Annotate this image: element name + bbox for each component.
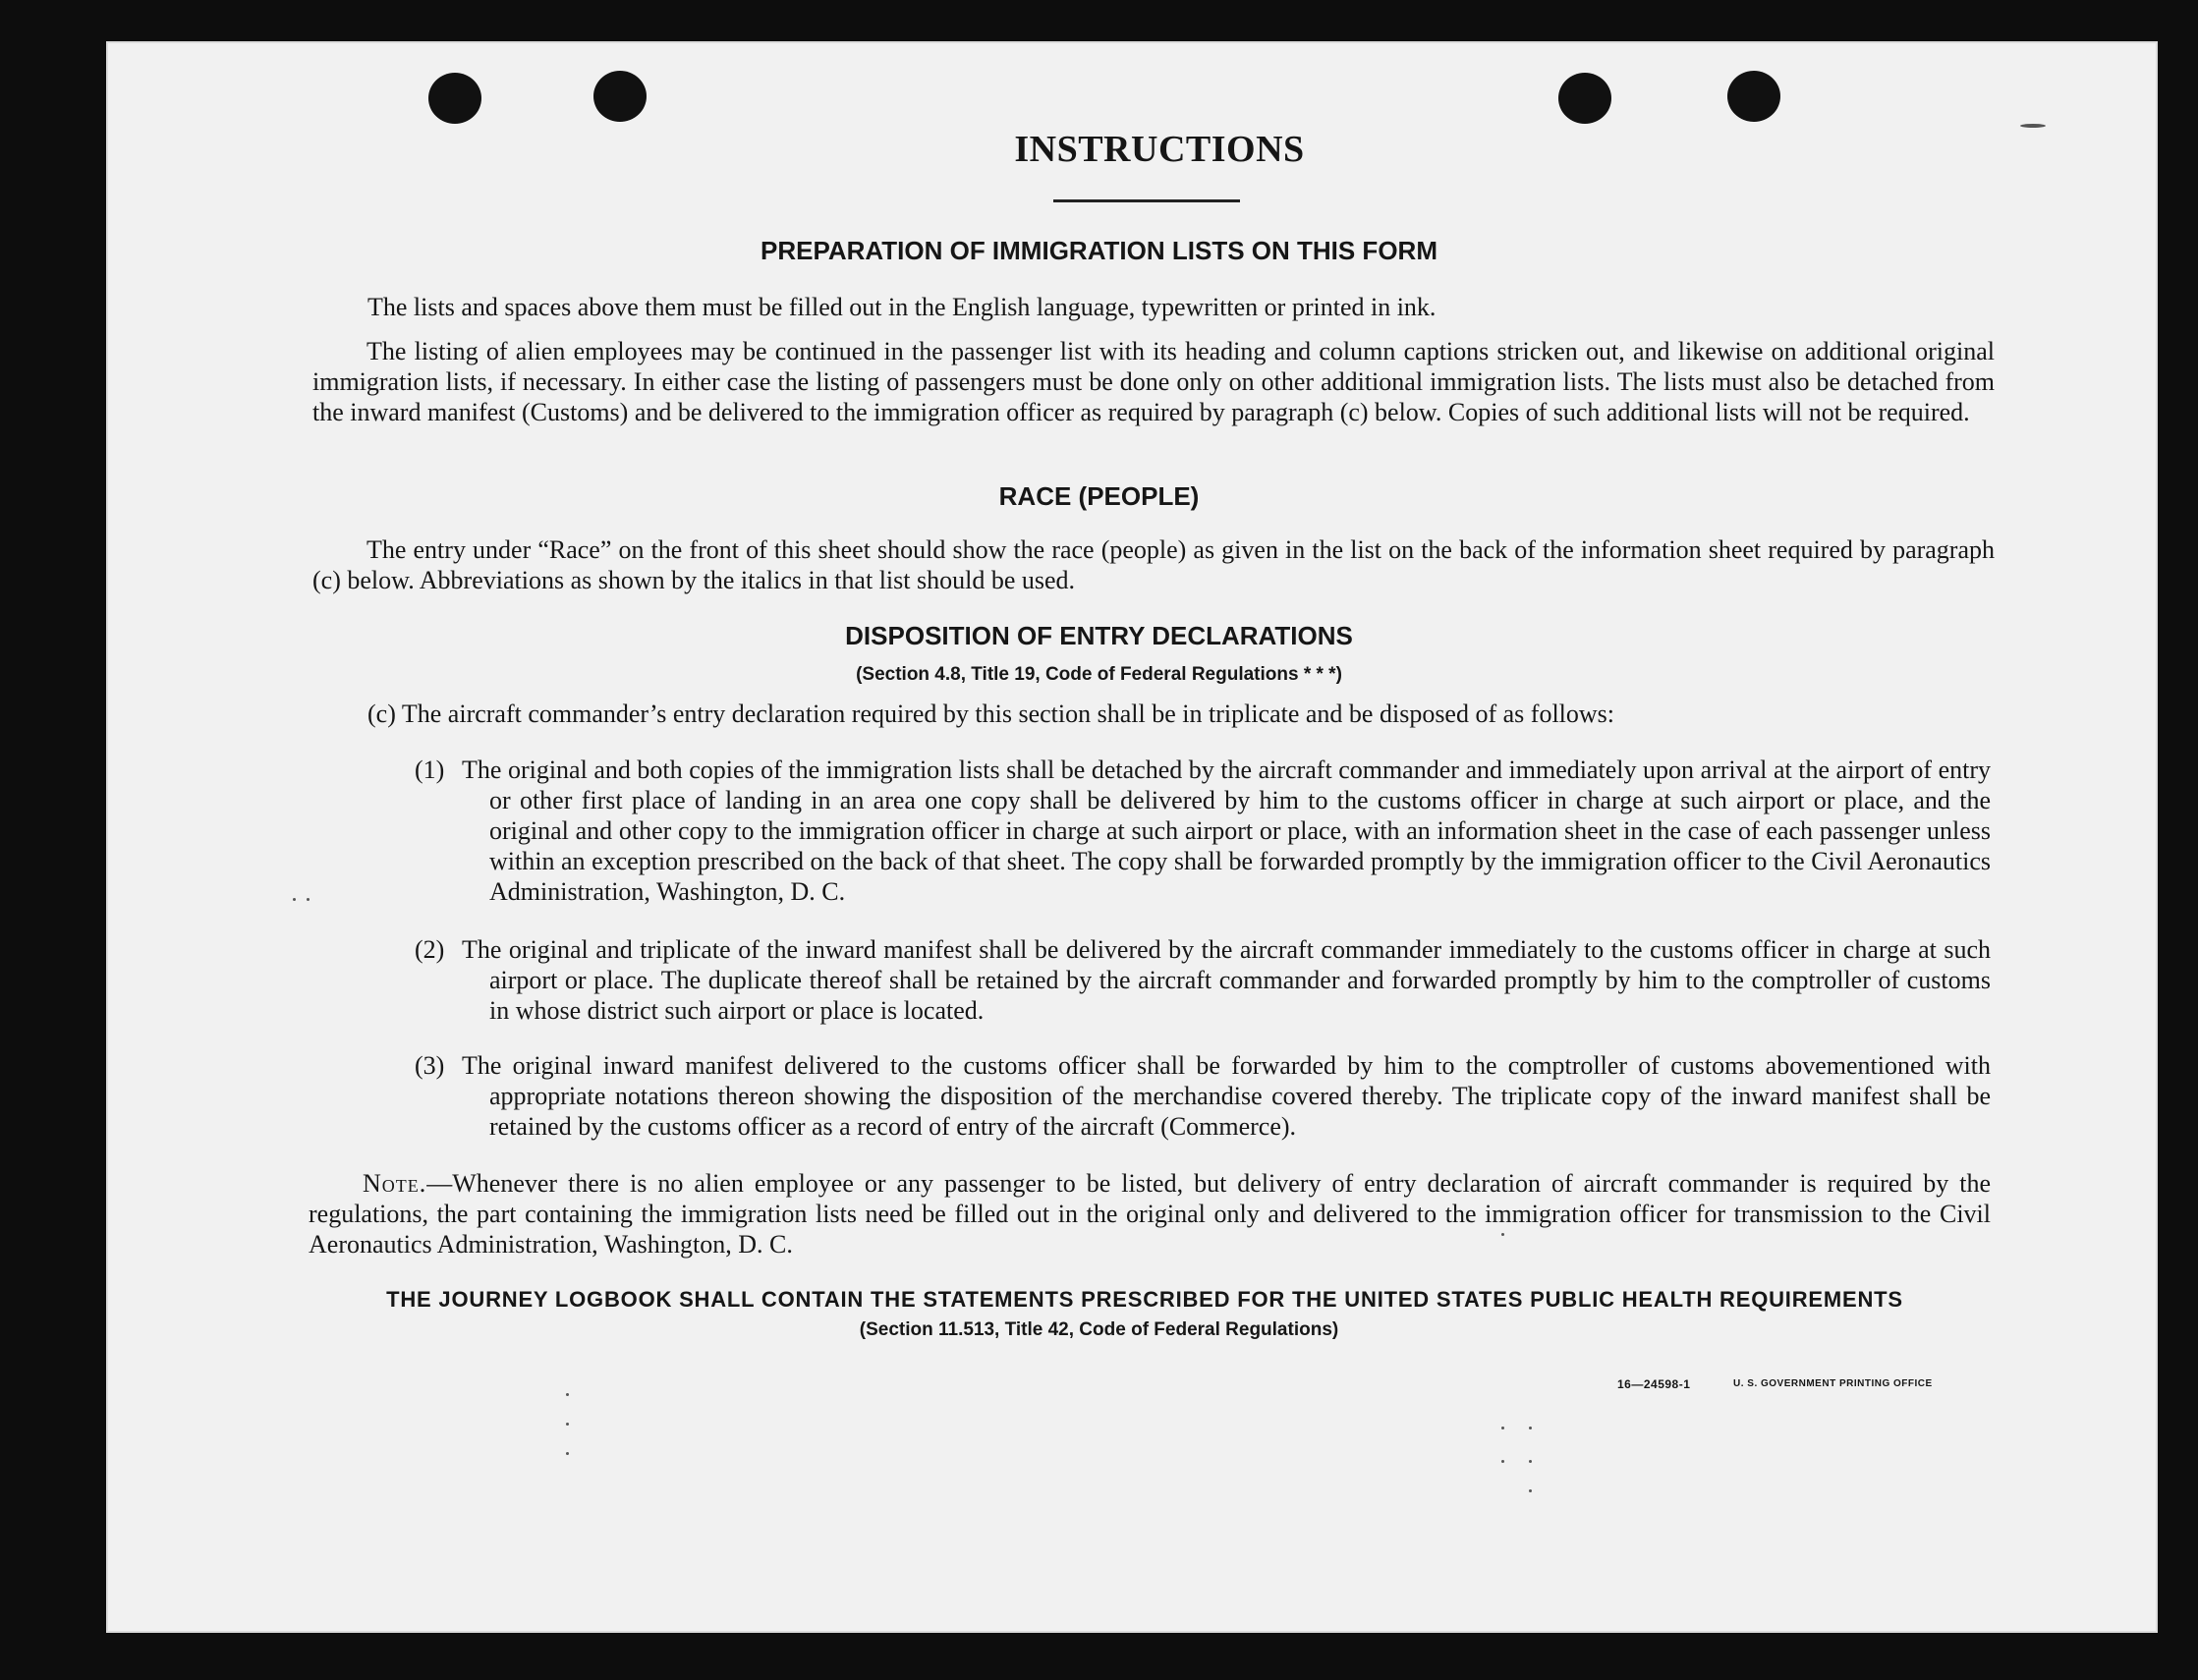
list-item (415, 1050, 1991, 1142)
section-citation: (Section 4.8, Title 19, Code of Federal Regulations * * *) (856, 664, 1342, 685)
list-item-text: The original inward manifest delivered to the customs officer shall be forwarded by him to the comptroller of customs abovementioned with appropriate notations thereon showing the disposition of the merchandise covered thereby. The triplicate copy of the inward manifest shall be retained by the customs officer as a record of entry of the aircraft (Commerce). (462, 1051, 1991, 1141)
speck (1529, 1489, 1532, 1492)
punch-hole-1 (428, 73, 481, 124)
note-text: —Whenever there is no alien employee or any passenger to be listed, but delivery of entry declaration of aircraft commander is required by the regulations, the part containing the immigration lists need be filled out in the original only and delivered to the immigration officer for transmission to the Civil Aeronautics Administration, Washington, D. C. (309, 1169, 1991, 1259)
speck (1529, 1427, 1532, 1429)
speck (293, 898, 296, 901)
page-title: INSTRUCTIONS (1014, 129, 1305, 170)
list-item (415, 934, 1991, 1026)
list-item-number: (1) (415, 756, 445, 784)
list-item (415, 755, 1991, 907)
title-underline (1053, 199, 1240, 202)
logbook-citation: (Section 11.513, Title 42, Code of Federal Regulations) (859, 1319, 1339, 1340)
speck (307, 898, 310, 901)
punch-hole-2 (593, 71, 647, 122)
paragraph-race: The entry under “Race” on the front of this sheet should show the race (people) as given in the list on the back of the information sheet required by paragraph (c) below. Abbreviations as shown by the italics in that list should be used. (312, 535, 1995, 594)
speck (2020, 124, 2046, 128)
speck (1501, 1233, 1504, 1236)
punch-hole-3 (1558, 73, 1611, 124)
speck (566, 1423, 569, 1426)
note-paragraph (309, 1168, 1991, 1260)
section-heading-race: RACE (PEOPLE) (998, 481, 1200, 511)
speck (566, 1393, 569, 1396)
section-heading-preparation: PREPARATION OF IMMIGRATION LISTS ON THIS FORM (761, 236, 1437, 265)
list-item-text: The original and triplicate of the inward manifest shall be delivered by the aircraft commander immediately to the customs officer in charge at such airport or place. The duplicate thereof shall be retained by the aircraft commander and forwarded promptly by him to the comptroller of customs in whose district such airport or place is located. (462, 935, 1991, 1025)
logbook-statement: THE JOURNEY LOGBOOK SHALL CONTAIN THE STATEMENTS PRESCRIBED FOR THE UNITED STATES PUBLIC HEALTH REQUIREMENTS (386, 1287, 1903, 1312)
speck (566, 1452, 569, 1455)
list-item-number: (3) (415, 1051, 445, 1080)
paragraph-listing: The listing of alien employees may be continued in the passenger list with its heading and column captions stricken out, and likewise on additional original immigration lists, if necessary. In either case the listing of passengers must be done only on other additional immigration lists. The lists must also be detached from the inward manifest (Customs) and be delivered to the immigration officer as required by paragraph (c) below. Copies of such additional lists will not be required. (312, 337, 1995, 426)
printer-imprint: U. S. GOVERNMENT PRINTING OFFICE (1733, 1378, 1933, 1389)
paragraph-language: The lists and spaces above them must be filled out in the English language, typewritten or printed in ink. (367, 293, 1437, 321)
list-item-text: The original and both copies of the immigration lists shall be detached by the aircraft commander and immediately upon arrival at the airport of entry or other first place of landing in an area one copy shall be delivered by him to the customs officer in charge at such airport or place, and the original and other copy to the immigration officer in charge at such airport or place, with an information sheet in the case of each passenger unless within an exception prescribed on the back of that sheet. The copy shall be forwarded promptly by the immigration officer to the Civil Aeronautics Administration, Washington, D. C. (462, 756, 1991, 906)
speck (1501, 1460, 1504, 1463)
punch-hole-4 (1727, 71, 1780, 122)
speck (1529, 1460, 1532, 1463)
list-item-number: (2) (415, 935, 445, 964)
paragraph-entry-declaration: (c) The aircraft commander’s entry declaration required by this section shall be in triplicate and be disposed of as follows: (367, 700, 1615, 728)
section-heading-disposition: DISPOSITION OF ENTRY DECLARATIONS (845, 621, 1353, 650)
note-label: Note. (363, 1169, 427, 1198)
form-number: 16—24598-1 (1617, 1377, 1691, 1391)
speck (1501, 1427, 1504, 1429)
